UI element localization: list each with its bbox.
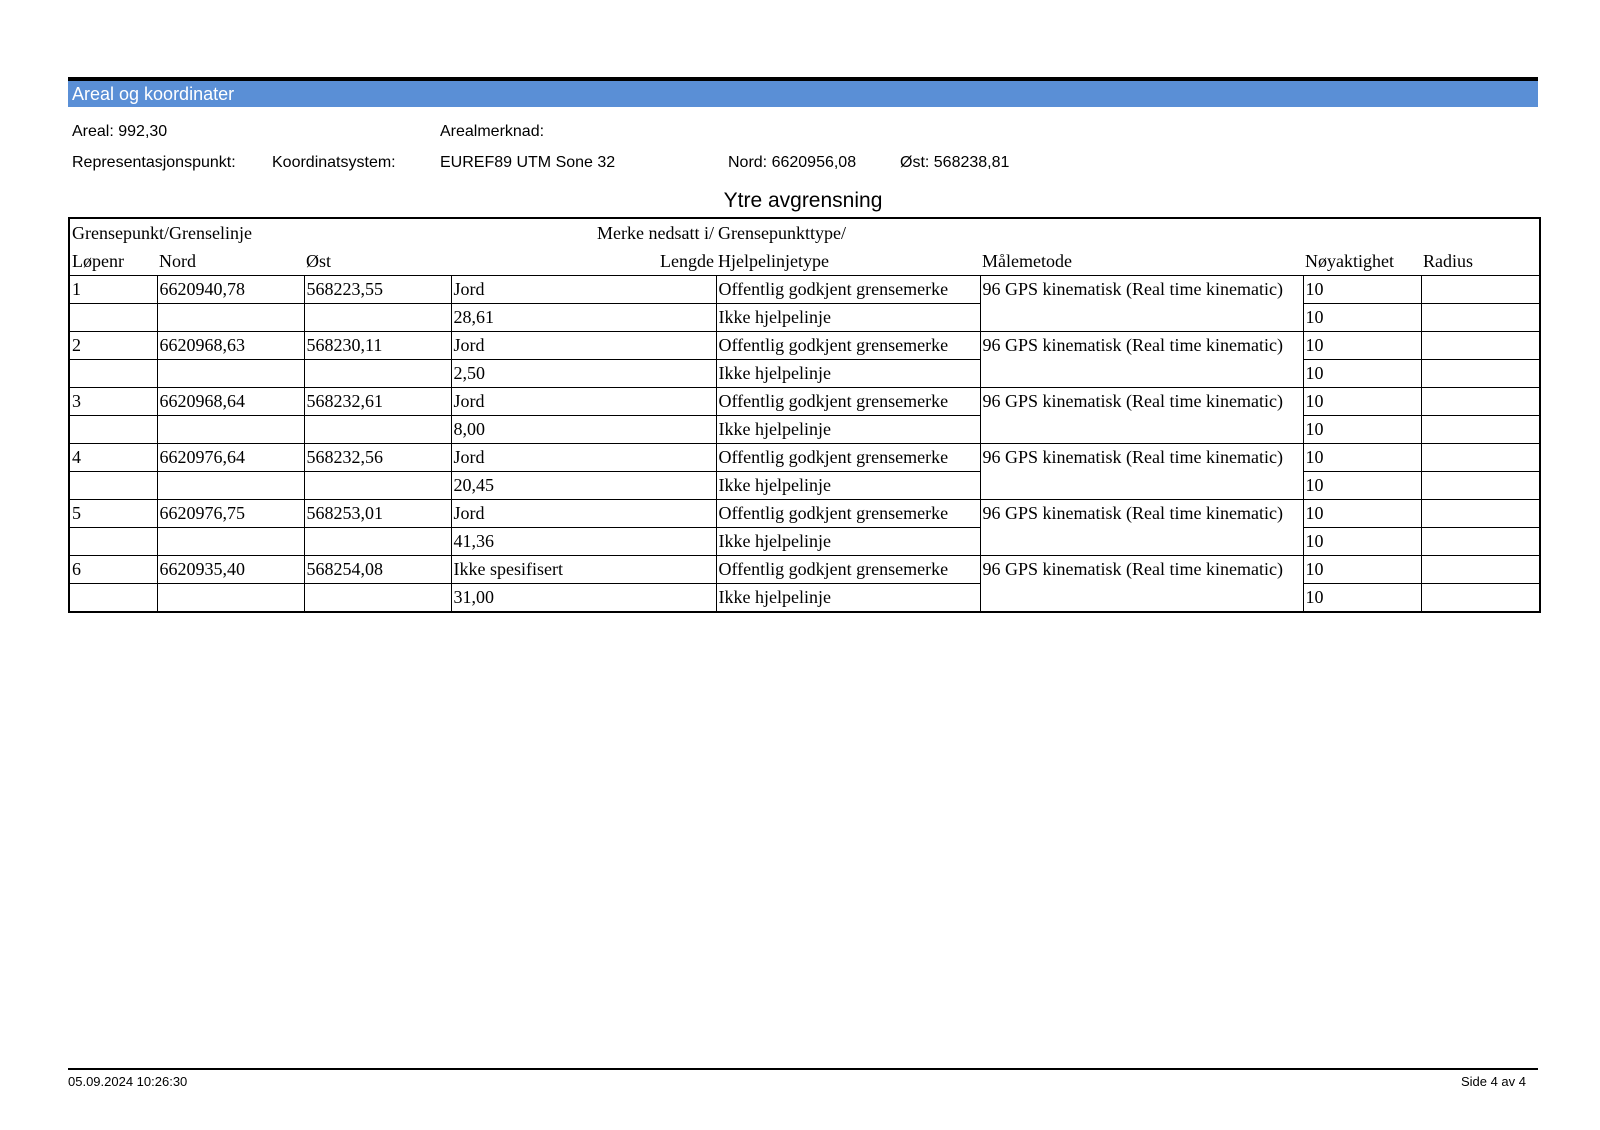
areal-label: Areal: 992,30 xyxy=(72,123,168,140)
cell-empty xyxy=(157,528,304,556)
cell-radius xyxy=(1421,416,1540,444)
cell-grensepunkttype: Offentlig godkjent grensemerke xyxy=(716,332,980,360)
cell-ost: 568230,11 xyxy=(304,332,451,360)
header-ost: Øst xyxy=(306,251,332,271)
cell-radius xyxy=(1421,584,1540,613)
cell-nord: 6620968,63 xyxy=(157,332,304,360)
cell-empty xyxy=(304,360,451,388)
cell-empty xyxy=(157,360,304,388)
cell-lopenr: 5 xyxy=(69,500,157,528)
header-grensepunkttype: Grensepunkttype/ xyxy=(718,223,846,243)
cell-radius xyxy=(1421,472,1540,500)
cell-merke: Ikke spesifisert xyxy=(451,556,716,584)
cell-empty xyxy=(304,304,451,332)
cell-noyaktighet: 10 xyxy=(1303,276,1421,304)
cell-nord: 6620940,78 xyxy=(157,276,304,304)
ost-value: Øst: 568238,81 xyxy=(900,154,1010,171)
cell-radius xyxy=(1421,388,1540,416)
header-hjelpelinjetype: Hjelpelinjetype xyxy=(718,251,829,271)
cell-nord: 6620976,75 xyxy=(157,500,304,528)
cell-empty xyxy=(69,416,157,444)
cell-radius xyxy=(1421,556,1540,584)
cell-empty xyxy=(69,304,157,332)
header-row-1 xyxy=(69,218,1540,247)
cell-radius xyxy=(1421,360,1540,388)
cell-nord: 6620935,40 xyxy=(157,556,304,584)
cell-ost: 568232,61 xyxy=(304,388,451,416)
cell-empty xyxy=(157,304,304,332)
cell-malemetode: 96 GPS kinematisk (Real time kinematic) xyxy=(980,332,1303,388)
cell-noyaktighet: 10 xyxy=(1303,528,1421,556)
cell-grensepunkttype: Offentlig godkjent grensemerke xyxy=(716,276,980,304)
cell-lengde: 8,00 xyxy=(451,416,716,444)
header-grensepunkt: Grensepunkt/Grenselinje xyxy=(72,223,252,243)
cell-radius xyxy=(1421,304,1540,332)
cell-hjelpelinjetype: Ikke hjelpelinje xyxy=(716,528,980,556)
cell-malemetode: 96 GPS kinematisk (Real time kinematic) xyxy=(980,444,1303,500)
cell-noyaktighet: 10 xyxy=(1303,584,1421,613)
header-merke: Merke nedsatt i/ xyxy=(597,223,714,243)
cell-nord: 6620976,64 xyxy=(157,444,304,472)
cell-hjelpelinjetype: Ikke hjelpelinje xyxy=(716,304,980,332)
cell-grensepunkttype: Offentlig godkjent grensemerke xyxy=(716,388,980,416)
header-malemetode: Målemetode xyxy=(982,251,1072,271)
cell-hjelpelinjetype: Ikke hjelpelinje xyxy=(716,584,980,613)
cell-noyaktighet: 10 xyxy=(1303,472,1421,500)
cell-noyaktighet: 10 xyxy=(1303,388,1421,416)
cell-noyaktighet: 10 xyxy=(1303,500,1421,528)
table-row xyxy=(69,472,1540,500)
cell-empty xyxy=(304,472,451,500)
cell-merke: Jord xyxy=(451,444,716,472)
header-lopenr: Løpenr xyxy=(72,251,124,271)
header-nord: Nord xyxy=(159,251,196,271)
table-row xyxy=(69,332,1540,360)
cell-empty xyxy=(69,584,157,613)
cell-noyaktighet: 10 xyxy=(1303,416,1421,444)
cell-empty xyxy=(157,472,304,500)
cell-lopenr: 2 xyxy=(69,332,157,360)
cell-lopenr: 6 xyxy=(69,556,157,584)
table-row xyxy=(69,556,1540,584)
table-row xyxy=(69,500,1540,528)
table-row xyxy=(69,304,1540,332)
table-row xyxy=(69,416,1540,444)
footer-page-number: Side 4 av 4 xyxy=(1460,1074,1526,1089)
cell-lengde: 31,00 xyxy=(451,584,716,613)
cell-ost: 568254,08 xyxy=(304,556,451,584)
koordinatsystem-label: Koordinatsystem: xyxy=(272,154,396,171)
cell-empty xyxy=(69,360,157,388)
header-radius: Radius xyxy=(1423,251,1474,271)
table-row xyxy=(69,584,1540,613)
cell-lengde: 41,36 xyxy=(451,528,716,556)
cell-noyaktighet: 10 xyxy=(1303,360,1421,388)
cell-lopenr: 1 xyxy=(69,276,157,304)
table-title: Ytre avgrensning xyxy=(723,189,883,212)
cell-empty xyxy=(69,472,157,500)
cell-merke: Jord xyxy=(451,332,716,360)
cell-empty xyxy=(157,584,304,613)
cell-radius xyxy=(1421,444,1540,472)
cell-noyaktighet: 10 xyxy=(1303,556,1421,584)
cell-grensepunkttype: Offentlig godkjent grensemerke xyxy=(716,444,980,472)
table-row xyxy=(69,444,1540,472)
header-noyaktighet: Nøyaktighet xyxy=(1305,251,1394,271)
cell-hjelpelinjetype: Ikke hjelpelinje xyxy=(716,416,980,444)
table-row xyxy=(69,276,1540,304)
cell-empty xyxy=(69,528,157,556)
cell-noyaktighet: 10 xyxy=(1303,444,1421,472)
footer-timestamp: 05.09.2024 10:26:30 xyxy=(68,1074,188,1089)
cell-empty xyxy=(304,416,451,444)
table-row xyxy=(69,528,1540,556)
cell-lengde: 28,61 xyxy=(451,304,716,332)
cell-malemetode: 96 GPS kinematisk (Real time kinematic) xyxy=(980,556,1303,613)
cell-merke: Jord xyxy=(451,276,716,304)
cell-grensepunkttype: Offentlig godkjent grensemerke xyxy=(716,556,980,584)
cell-empty xyxy=(304,584,451,613)
cell-noyaktighet: 10 xyxy=(1303,332,1421,360)
cell-malemetode: 96 GPS kinematisk (Real time kinematic) xyxy=(980,388,1303,444)
cell-empty xyxy=(304,528,451,556)
cell-merke: Jord xyxy=(451,388,716,416)
cell-ost: 568232,56 xyxy=(304,444,451,472)
section-header: Areal og koordinater xyxy=(68,81,1538,107)
footer-rule xyxy=(68,1068,1538,1070)
cell-radius xyxy=(1421,276,1540,304)
header-row-2 xyxy=(69,247,1540,276)
cell-nord: 6620968,64 xyxy=(157,388,304,416)
header-lengde: Lengde xyxy=(660,251,714,271)
table-header xyxy=(69,218,1540,276)
cell-noyaktighet: 10 xyxy=(1303,304,1421,332)
cell-malemetode: 96 GPS kinematisk (Real time kinematic) xyxy=(980,500,1303,556)
cell-merke: Jord xyxy=(451,500,716,528)
table-row xyxy=(69,360,1540,388)
cell-ost: 568253,01 xyxy=(304,500,451,528)
arealmerknad-label: Arealmerknad: xyxy=(440,123,545,140)
table-body xyxy=(69,276,1540,613)
cell-hjelpelinjetype: Ikke hjelpelinje xyxy=(716,360,980,388)
cell-radius xyxy=(1421,500,1540,528)
cell-radius xyxy=(1421,528,1540,556)
cell-ost: 568223,55 xyxy=(304,276,451,304)
boundary-table xyxy=(68,217,1541,613)
cell-grensepunkttype: Offentlig godkjent grensemerke xyxy=(716,500,980,528)
table-row xyxy=(69,388,1540,416)
cell-malemetode: 96 GPS kinematisk (Real time kinematic) xyxy=(980,276,1303,332)
cell-lengde: 2,50 xyxy=(451,360,716,388)
cell-lengde: 20,45 xyxy=(451,472,716,500)
cell-lopenr: 4 xyxy=(69,444,157,472)
cell-radius xyxy=(1421,332,1540,360)
cell-hjelpelinjetype: Ikke hjelpelinje xyxy=(716,472,980,500)
representasjonspunkt-label: Representasjonspunkt: xyxy=(72,154,236,171)
cell-lopenr: 3 xyxy=(69,388,157,416)
nord-value: Nord: 6620956,08 xyxy=(728,154,857,171)
cell-empty xyxy=(157,416,304,444)
koordinatsystem-value: EUREF89 UTM Sone 32 xyxy=(440,154,616,171)
